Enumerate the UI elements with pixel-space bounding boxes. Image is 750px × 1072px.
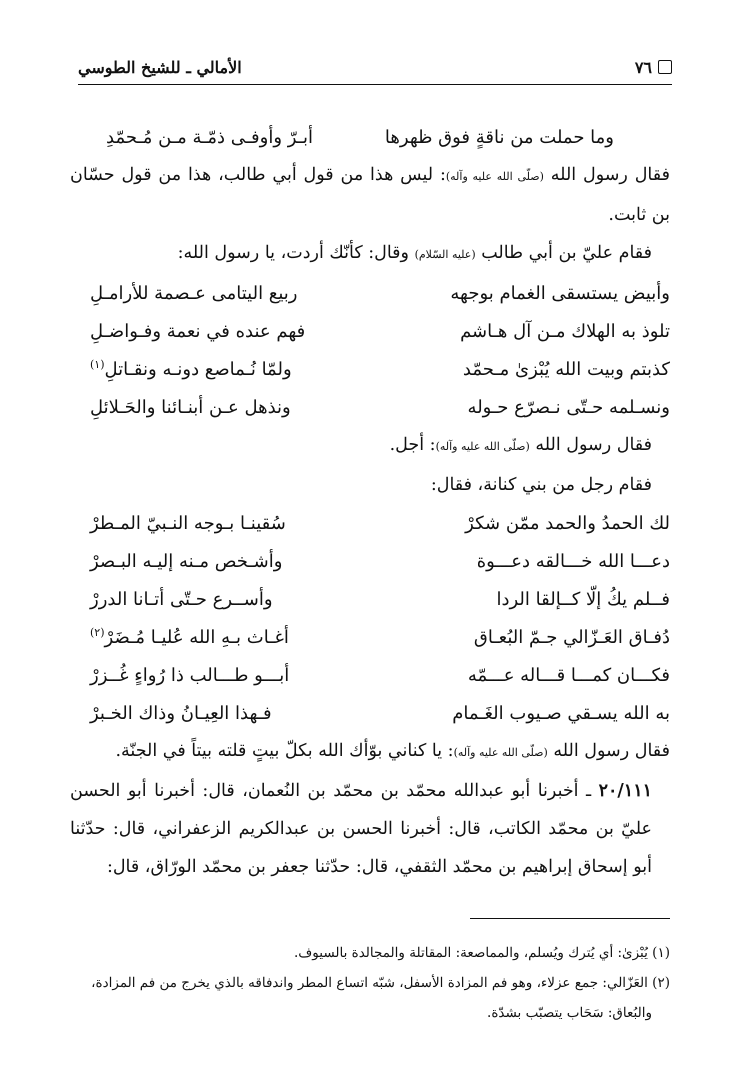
verse-text: أبـــو طـــالب ذا رُواءٍ غُــزرْ: [90, 665, 290, 686]
verse-line: [70, 580, 670, 618]
verse-right-hemistich: ونسـلمه حـتّى نـصرّع حـوله: [467, 396, 670, 418]
verse-line: [70, 694, 670, 732]
verse-text: ونذهل عـن أبنـائنا والحَـلائلِ: [90, 397, 291, 418]
footnote: (٢) العَزّالي: جمع عزلاء، وهو فم المزادة الأسفل، شبّه اتساع المطر واندفاقه بالذي يخرج من فم المزادة،: [91, 975, 670, 991]
footnote-ref: (١): [90, 358, 105, 371]
paragraph-text: : أجل.: [389, 435, 436, 455]
paragraph: [70, 156, 670, 234]
verse-line: [70, 504, 670, 542]
page-number-area: [635, 58, 672, 77]
paragraph-text: فقال رسول الله: [553, 741, 670, 761]
verse-left-hemistich: [90, 396, 291, 418]
verse-text: سُقينـا بـوجه النـبيّ المـطرْ: [90, 513, 286, 534]
verse-left-hemistich: [90, 626, 289, 648]
salutation: (عليه السّلام): [414, 248, 476, 261]
verse-right-hemistich: دعـــا الله خـــالقه دعـــوة: [476, 550, 670, 572]
verse-left-hemistich: [90, 664, 289, 686]
poem-1: [70, 274, 670, 426]
paragraph: [70, 772, 670, 886]
square-bullet-icon: [658, 60, 672, 74]
footnote: (١) يُبْزىٰ: أي يُترك ويُسلم، والمماصعة: المقاتلة والمجالدة بالسيوف.: [294, 945, 670, 961]
verse-right-hemistich: تلوذ به الهلاك مـن آل هـاشم: [460, 320, 670, 342]
verse-right-hemistich: كذبتم وبيت الله يُبْزىٰ مـحمّد: [462, 358, 670, 380]
salutation: (صلّى الله عليه وآله): [435, 440, 530, 453]
verse-text: وأشـخص مـنه إليـه البـصرْ: [90, 551, 283, 572]
page-number: ٧٦: [634, 57, 652, 77]
verse-right-hemistich: به الله يسـقي صـيوب الغَـمام: [452, 702, 670, 724]
paragraph-text: : يا كناني بوّأك الله بكلّ بيتٍ قلته بيتاً في الجنّة.: [115, 741, 454, 761]
running-header: [78, 52, 672, 82]
footnotes: [74, 938, 670, 1028]
verse-line: [70, 312, 670, 350]
book-title: الأمالي ـ للشيخ الطوسي: [78, 57, 242, 77]
verse-left-hemistich: [90, 702, 272, 724]
salutation: (صلّى الله عليه وآله): [445, 170, 544, 183]
verse-right-hemistich: دُفـاق العَـزّالي جـمّ البُعـاق: [473, 626, 670, 648]
verse-line: [70, 274, 670, 312]
verse-line: [70, 350, 670, 388]
paragraph: فقام رجل من بني كنانة، فقال:: [430, 475, 652, 495]
verse-text: وأســرع حـتّى أتـانا الدررْ: [90, 589, 273, 610]
verse-text: فهم عنده في نعمة وفـواضـلِ: [90, 321, 306, 342]
verse-left-hemistich: [90, 358, 292, 380]
header-rule: [78, 84, 672, 85]
verse-right-hemistich: وما حملت من ناقةٍ فوق ظهرها: [384, 126, 614, 148]
paragraph-text: وقال: كأنّك أردت، يا رسول الله:: [177, 243, 415, 263]
paragraph-text: فقال رسول الله: [535, 435, 652, 455]
verse-left-hemistich: أبـرّ وأوفـى ذمّـة مـن مُـحمّدِ: [106, 126, 313, 148]
verse-left-hemistich: [90, 320, 305, 342]
verse-line: [70, 388, 670, 426]
paragraph-text: فقال رسول الله: [550, 165, 670, 185]
paragraph-text: ـ أخبرنا أبو عبدالله محمّد بن محمّد بن النُعمان، قال: أخبرنا أبو الحسن عليّ بن محمّد الكاتب، قال: أخبرنا الحسن بن عبدالكريم الزعفراني، قال: حدّثنا أبو إسحاق إبراهيم بن محمّد الثقفي، قال: حدّثنا جعفر بن محمّد الورّاق، قال:: [70, 781, 652, 877]
poem-2: [70, 504, 670, 732]
verse-left-hemistich: [90, 550, 282, 572]
verse-line: [70, 118, 670, 156]
verse-text: ربيع اليتامى عـصمة للأرامـلِ: [90, 283, 298, 304]
verse-right-hemistich: فكـــان كمـــا قـــاله عـــمّه: [467, 664, 670, 686]
footnote-ref: (٢): [90, 626, 105, 639]
paragraph: [70, 234, 670, 274]
verse-right-hemistich: فــلم يكُ إلّا كــإلقا الردا: [496, 588, 670, 610]
paragraph-text: فقام عليّ بن أبي طالب: [481, 243, 652, 263]
verse-right-hemistich: وأبيض يستسقى الغمام بوجهه: [450, 282, 670, 304]
salutation: (صلّى الله عليه وآله): [453, 746, 548, 759]
main-text: [70, 118, 670, 886]
verse-line: [70, 618, 670, 656]
verse-text: أغـاث بـهِ الله عُليـا مُـضَرْ: [104, 627, 289, 648]
verse-left-hemistich: [90, 512, 286, 534]
footnote-rule: [470, 918, 670, 919]
verse-text: فـهذا العِيـانُ وذاك الخـبرْ: [90, 703, 272, 724]
verse-text: ولمّا نُـماصع دونـه ونقـاتلِ: [104, 359, 292, 380]
verse-line: [70, 542, 670, 580]
verse-right-hemistich: لك الحمدُ والحمد ممّن شكرْ: [465, 512, 670, 534]
hadith-number: ٢٠/١١١: [598, 781, 652, 801]
paragraph-text: : ليس هذا من قول أبي طالب، هذا من قول حسّان بن ثابت.: [70, 165, 670, 225]
footnote: والبُعاق: سَحَاب يتصبّب بشدّة.: [487, 1005, 652, 1021]
verse-left-hemistich: [90, 282, 298, 304]
verse-left-hemistich: [90, 588, 273, 610]
paragraph: [70, 732, 670, 772]
paragraph: [70, 426, 670, 466]
verse-line: [70, 656, 670, 694]
